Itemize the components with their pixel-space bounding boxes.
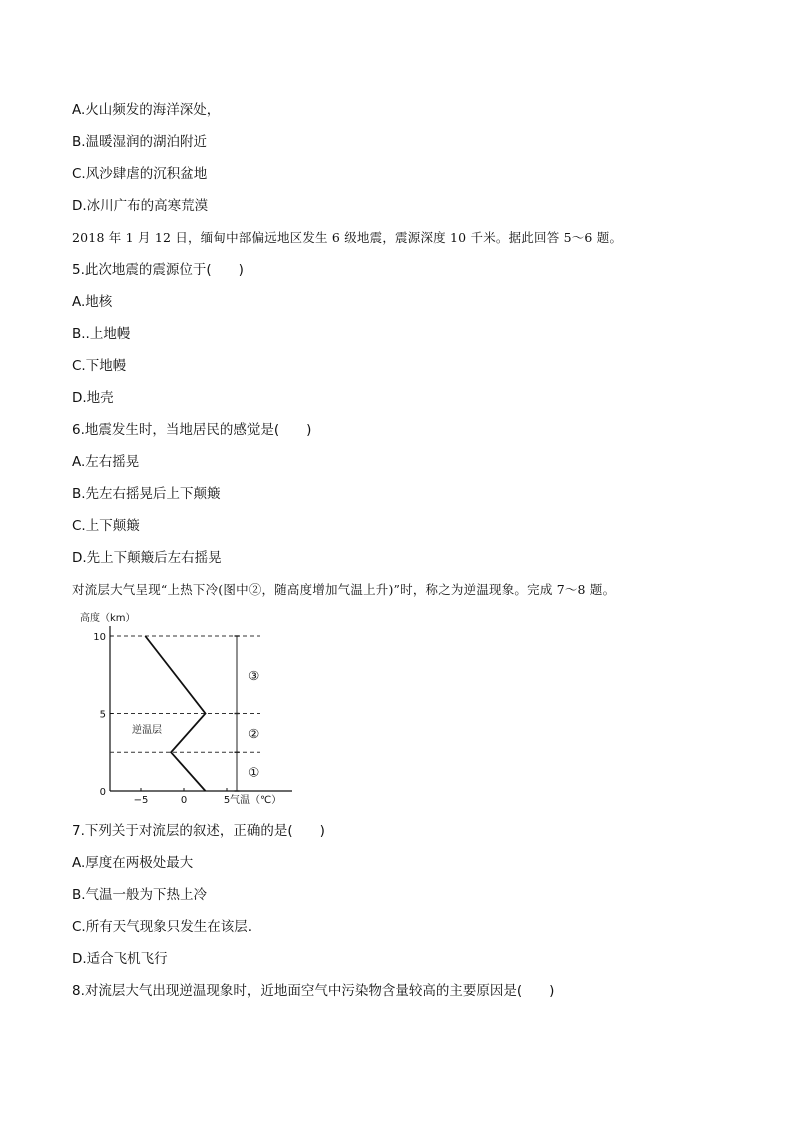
- inversion-intro: 对流层大气呈现“上热下冷(图中②，随高度增加气温上升)”时，称之为逆温现象。完成 7～8 题。: [72, 582, 616, 597]
- option-c-q7: C.所有天气现象只发生在该层.: [72, 919, 253, 935]
- option-b-q6: B.先左右摇晃后上下颠簸: [72, 486, 221, 502]
- layer-label-2: ②: [248, 725, 260, 741]
- question-6: 6.地震发生时，当地居民的感觉是( ): [72, 422, 312, 438]
- option-a-q6: A.左右摇晃: [72, 454, 140, 470]
- option-d-q7: D.适合飞机飞行: [72, 951, 168, 967]
- annotation-inversion-layer: 逆温层: [132, 725, 162, 736]
- question-7: 7.下列关于对流层的叙述，正确的是( ): [72, 823, 325, 839]
- option-c-q5: C.下地幔: [72, 358, 127, 374]
- x-axis-label: 气温（℃）: [230, 795, 282, 806]
- inversion-chart: [72, 606, 312, 811]
- layer-label-3: ③: [248, 667, 260, 683]
- x-tick-0: 0: [180, 795, 188, 806]
- earthquake-intro: 2018 年 1 月 12 日，缅甸中部偏远地区发生 6 级地震，震源深度 10 千米。据此回答 5～6 题。: [72, 230, 623, 245]
- question-5: 5.此次地震的震源位于( ): [72, 262, 244, 278]
- x-tick-5: 5: [223, 795, 231, 806]
- option-b-q4: B.温暖湿润的湖泊附近: [72, 134, 208, 150]
- option-d-q6: D.先上下颠簸后左右摇晃: [72, 550, 222, 566]
- option-a-q5: A.地核: [72, 294, 113, 310]
- option-b-q7: B.气温一般为下热上冷: [72, 887, 208, 903]
- layer-label-1: ①: [248, 764, 260, 780]
- option-a-q7: A.厚度在两极处最大: [72, 855, 194, 871]
- x-tick--5: −5: [133, 795, 149, 806]
- y-tick-5: 5: [99, 709, 106, 721]
- y-tick-10: 10: [93, 632, 106, 643]
- option-c-q6: C.上下颠簸: [72, 518, 140, 534]
- option-d-q4: D.冰川广布的高寒荒漠: [72, 198, 209, 214]
- option-b-q5: B..上地幔: [72, 326, 131, 342]
- question-8: 8.对流层大气出现逆温现象时，近地面空气中污染物含量较高的主要原因是( ): [72, 983, 555, 999]
- option-a-q4: A.火山频发的海洋深处，: [72, 102, 221, 118]
- y-axis-label: 高度（km）: [80, 613, 136, 624]
- option-c-q4: C.风沙肆虐的沉积盆地: [72, 166, 208, 182]
- y-tick-0: 0: [99, 787, 106, 798]
- option-d-q5: D.地壳: [72, 390, 114, 406]
